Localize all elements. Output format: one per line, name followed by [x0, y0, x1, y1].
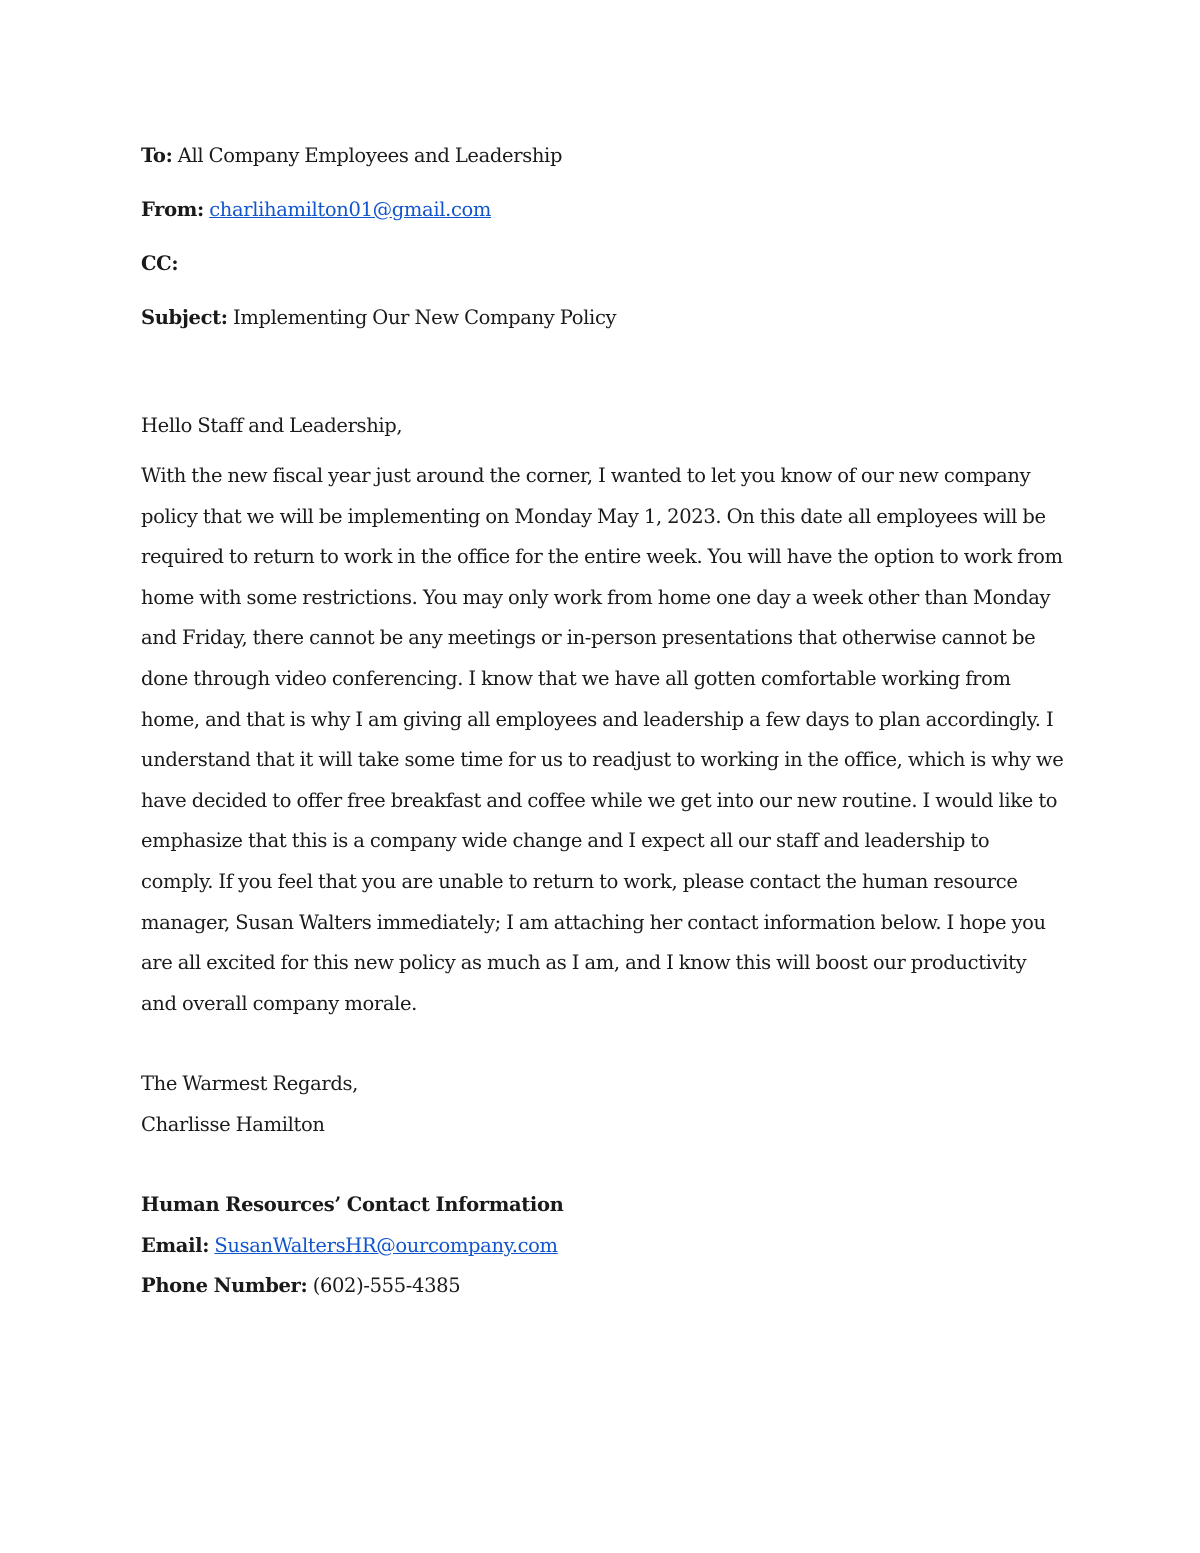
hr-phone-value: (602)-555-4385: [312, 1274, 461, 1298]
greeting: Hello Staff and Leadership,: [141, 414, 403, 437]
subject-label: Subject:: [141, 306, 228, 329]
from-email-link[interactable]: charlihamilton01@gmail.com: [209, 198, 492, 221]
to-line: [141, 141, 1066, 171]
hr-email-link[interactable]: SusanWaltersHR@ourcompany.com: [214, 1233, 558, 1257]
from-line: [141, 195, 1066, 225]
to-value: All Company Employees and Leadership: [177, 144, 563, 167]
to-label: To:: [141, 144, 173, 167]
subject-line: [141, 303, 1066, 333]
body-paragraph: With the new fiscal year just around the corner, I wanted to let you know of our new company policy that we will be implementing on Monday May 1, 2023. On this date all employees will be required to return to work in the office for the entire week. You will have the option to work from home with some restrictions. You may only work from home one day a week other than Monday and Friday, there cannot be any meetings or in-person presentations that otherwise cannot be done through video conferencing. I know that we have all gotten comfortable working from home, and that is why I am giving all employees and leadership a few days to plan accordingly. I understand that it will take some time for us to readjust to working in the office, which is why we have decided to offer free breakfast and coffee while we get into our new routine. I would like to emphasize that this is a company wide change and I expect all our staff and leadership to comply. If you feel that you are unable to return to work, please contact the human resource manager, Susan Walters immediately; I am attaching her contact information below. I hope you are all excited for this new policy as much as I am, and I know this will boost our productivity and overall company morale.: [141, 464, 1064, 1015]
hr-phone-line: [141, 1266, 1066, 1307]
email-document: [141, 141, 1066, 1307]
hr-email-label: Email:: [141, 1233, 210, 1257]
signature-name: Charlisse Hamilton: [141, 1112, 325, 1136]
hr-contact-title: Human Resources’ Contact Information: [141, 1193, 564, 1217]
hr-email-line: [141, 1226, 1066, 1267]
cc-line: [141, 249, 1066, 279]
closing: The Warmest Regards,: [141, 1072, 359, 1096]
hr-phone-label: Phone Number:: [141, 1274, 308, 1298]
cc-label: CC:: [141, 252, 179, 275]
subject-value: Implementing Our New Company Policy: [233, 306, 617, 329]
from-label: From:: [141, 198, 204, 221]
